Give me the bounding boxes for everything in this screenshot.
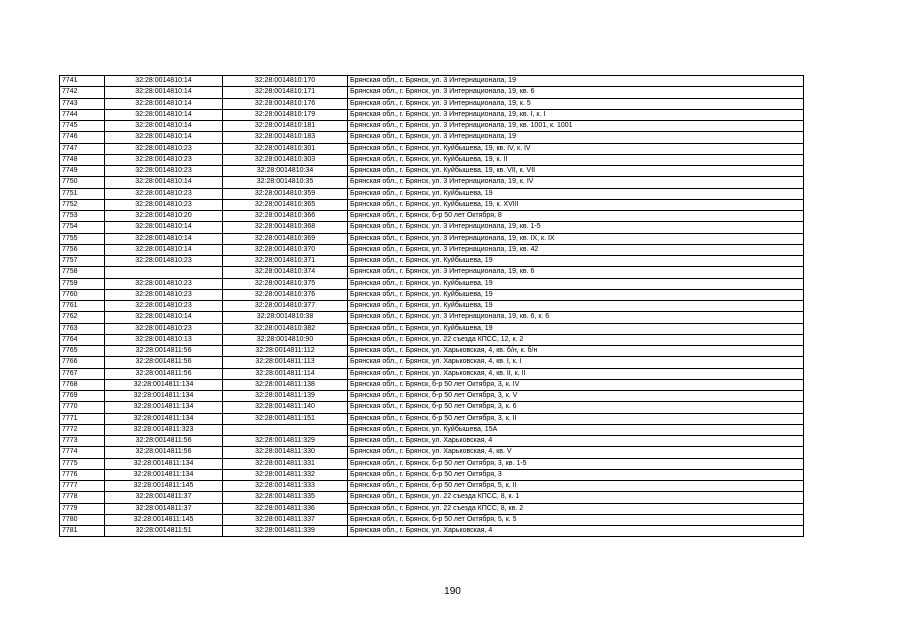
address-cell: Брянская обл., г. Брянск, ул. Куйбышева, 19, кв. VII, к. VII bbox=[348, 166, 804, 177]
table-row bbox=[60, 391, 804, 402]
address-cell: Брянская обл., г. Брянск, ул. Куйбышева, 19 bbox=[348, 278, 804, 289]
address-cell: Брянская обл., г. Брянск, ул. 3 Интернационала, 19, кв. IX, к. IX bbox=[348, 233, 804, 244]
row-number-cell: 7756 bbox=[60, 244, 105, 255]
row-number-cell: 7766 bbox=[60, 357, 105, 368]
parcel-number-cell: 32:28:0014810:23 bbox=[105, 143, 223, 154]
row-number-cell: 7747 bbox=[60, 143, 105, 154]
object-number-cell: 32:28:0014810:370 bbox=[223, 244, 348, 255]
parcel-number-cell: 32:28:0014810:23 bbox=[105, 188, 223, 199]
row-number-cell: 7778 bbox=[60, 492, 105, 503]
table-row bbox=[60, 143, 804, 154]
row-number-cell: 7752 bbox=[60, 199, 105, 210]
address-cell: Брянская обл., г. Брянск, б-р 50 лет Октября, 5, к. II bbox=[348, 481, 804, 492]
parcel-number-cell: 32:28:0014811:51 bbox=[105, 526, 223, 537]
table-row bbox=[60, 469, 804, 480]
row-number-cell: 7777 bbox=[60, 481, 105, 492]
row-number-cell: 7759 bbox=[60, 278, 105, 289]
table-row bbox=[60, 256, 804, 267]
row-number-cell: 7754 bbox=[60, 222, 105, 233]
row-number-cell: 7744 bbox=[60, 109, 105, 120]
parcel-number-cell: 32:28:0014811:134 bbox=[105, 402, 223, 413]
object-number-cell: 32:28:0014811:112 bbox=[223, 346, 348, 357]
address-cell: Брянская обл., г. Брянск, ул. 3 Интернационала, 19, к. IV bbox=[348, 177, 804, 188]
parcel-number-cell: 32:28:0014811:134 bbox=[105, 413, 223, 424]
row-number-cell: 7767 bbox=[60, 368, 105, 379]
parcel-number-cell: 32:28:0014810:23 bbox=[105, 256, 223, 267]
row-number-cell: 7768 bbox=[60, 379, 105, 390]
table-row bbox=[60, 121, 804, 132]
address-cell: Брянская обл., г. Брянск, ул. 3 Интернационала, 19, кв. 1001, к. 1001 bbox=[348, 121, 804, 132]
row-number-cell: 7774 bbox=[60, 447, 105, 458]
parcel-number-cell: 32:28:0014811:134 bbox=[105, 458, 223, 469]
address-cell: Брянская обл., г. Брянск, ул. Харьковская, 4, кв. II, к. II bbox=[348, 368, 804, 379]
parcel-number-cell: 32:28:0014810:23 bbox=[105, 301, 223, 312]
parcel-number-cell: 32:28:0014811:37 bbox=[105, 503, 223, 514]
address-cell: Брянская обл., г. Брянск, ул. 3 Интернационала, 19, кв. 6 bbox=[348, 267, 804, 278]
table-row bbox=[60, 368, 804, 379]
parcel-number-cell: 32:28:0014811:134 bbox=[105, 469, 223, 480]
address-cell: Брянская обл., г. Брянск, ул. Харьковская, 4, кв. б/н, к. б/н bbox=[348, 346, 804, 357]
object-number-cell: 32:28:0014811:330 bbox=[223, 447, 348, 458]
row-number-cell: 7749 bbox=[60, 166, 105, 177]
object-number-cell: 32:28:0014810:374 bbox=[223, 267, 348, 278]
table-row bbox=[60, 267, 804, 278]
parcel-number-cell: 32:28:0014810:14 bbox=[105, 121, 223, 132]
row-number-cell: 7773 bbox=[60, 436, 105, 447]
object-number-cell: 32:28:0014811:114 bbox=[223, 368, 348, 379]
object-number-cell: 32:28:0014810:171 bbox=[223, 87, 348, 98]
parcel-number-cell: 32:28:0014810:14 bbox=[105, 222, 223, 233]
parcel-number-cell: 32:28:0014810:14 bbox=[105, 98, 223, 109]
object-number-cell: 32:28:0014810:371 bbox=[223, 256, 348, 267]
address-cell: Брянская обл., г. Брянск, б-р 50 лет Октября, 3 bbox=[348, 469, 804, 480]
parcel-number-cell: 32:28:0014811:134 bbox=[105, 391, 223, 402]
object-number-cell: 32:28:0014810:369 bbox=[223, 233, 348, 244]
parcel-number-cell: 32:28:0014810:14 bbox=[105, 87, 223, 98]
object-number-cell: 32:28:0014810:90 bbox=[223, 334, 348, 345]
table-row bbox=[60, 132, 804, 143]
table-row bbox=[60, 526, 804, 537]
object-number-cell: 32:28:0014810:382 bbox=[223, 323, 348, 334]
address-cell: Брянская обл., г. Брянск, ул. Харьковская, 4 bbox=[348, 526, 804, 537]
object-number-cell: 32:28:0014810:376 bbox=[223, 289, 348, 300]
registry-table bbox=[59, 75, 804, 537]
address-cell: Брянская обл., г. Брянск, б-р 50 лет Октября, 8 bbox=[348, 211, 804, 222]
parcel-number-cell: 32:28:0014810:14 bbox=[105, 177, 223, 188]
parcel-number-cell: 32:28:0014811:56 bbox=[105, 368, 223, 379]
parcel-number-cell: 32:28:0014810:14 bbox=[105, 76, 223, 87]
parcel-number-cell: 32:28:0014810:14 bbox=[105, 244, 223, 255]
address-cell: Брянская обл., г. Брянск, ул. Куйбышева, 19 bbox=[348, 188, 804, 199]
table-row bbox=[60, 334, 804, 345]
parcel-number-cell: 32:28:0014810:14 bbox=[105, 109, 223, 120]
table-row bbox=[60, 458, 804, 469]
table-row bbox=[60, 166, 804, 177]
object-number-cell: 32:28:0014810:179 bbox=[223, 109, 348, 120]
object-number-cell: 32:28:0014811:329 bbox=[223, 436, 348, 447]
row-number-cell: 7750 bbox=[60, 177, 105, 188]
row-number-cell: 7755 bbox=[60, 233, 105, 244]
address-cell: Брянская обл., г. Брянск, ул. Куйбышева, 19, к. XVIII bbox=[348, 199, 804, 210]
address-cell: Брянская обл., г. Брянск, ул. Куйбышева, 19, к. II bbox=[348, 154, 804, 165]
row-number-cell: 7748 bbox=[60, 154, 105, 165]
object-number-cell bbox=[223, 424, 348, 435]
table-row bbox=[60, 154, 804, 165]
parcel-number-cell: 32:28:0014811:56 bbox=[105, 346, 223, 357]
parcel-number-cell: 32:28:0014810:23 bbox=[105, 154, 223, 165]
object-number-cell: 32:28:0014811:113 bbox=[223, 357, 348, 368]
address-cell: Брянская обл., г. Брянск, б-р 50 лет Октября, 3, к. V bbox=[348, 391, 804, 402]
address-cell: Брянская обл., г. Брянск, б-р 50 лет Октября, 5, к. 5 bbox=[348, 514, 804, 525]
table-row bbox=[60, 188, 804, 199]
address-cell: Брянская обл., г. Брянск, ул. Куйбышева, 19, кв. IV, к. IV bbox=[348, 143, 804, 154]
table-row bbox=[60, 87, 804, 98]
object-number-cell: 32:28:0014810:377 bbox=[223, 301, 348, 312]
object-number-cell: 32:28:0014810:301 bbox=[223, 143, 348, 154]
object-number-cell: 32:28:0014810:365 bbox=[223, 199, 348, 210]
table-row bbox=[60, 424, 804, 435]
table-row bbox=[60, 222, 804, 233]
table-row bbox=[60, 379, 804, 390]
parcel-number-cell: 32:28:0014811:56 bbox=[105, 436, 223, 447]
table-row bbox=[60, 76, 804, 87]
row-number-cell: 7776 bbox=[60, 469, 105, 480]
object-number-cell: 32:28:0014811:339 bbox=[223, 526, 348, 537]
table-row bbox=[60, 109, 804, 120]
address-cell: Брянская обл., г. Брянск, ул. Куйбышева, 19 bbox=[348, 323, 804, 334]
row-number-cell: 7751 bbox=[60, 188, 105, 199]
parcel-number-cell: 32:28:0014811:37 bbox=[105, 492, 223, 503]
object-number-cell: 32:28:0014811:140 bbox=[223, 402, 348, 413]
parcel-number-cell: 32:28:0014810:23 bbox=[105, 323, 223, 334]
row-number-cell: 7765 bbox=[60, 346, 105, 357]
parcel-number-cell: 32:28:0014810:23 bbox=[105, 278, 223, 289]
parcel-number-cell: 32:28:0014810:23 bbox=[105, 166, 223, 177]
row-number-cell: 7775 bbox=[60, 458, 105, 469]
table-row bbox=[60, 413, 804, 424]
parcel-number-cell: 32:28:0014811:56 bbox=[105, 357, 223, 368]
table-row bbox=[60, 436, 804, 447]
parcel-number-cell: 32:28:0014810:14 bbox=[105, 132, 223, 143]
object-number-cell: 32:28:0014811:139 bbox=[223, 391, 348, 402]
row-number-cell: 7758 bbox=[60, 267, 105, 278]
table-row bbox=[60, 346, 804, 357]
row-number-cell: 7762 bbox=[60, 312, 105, 323]
row-number-cell: 7781 bbox=[60, 526, 105, 537]
object-number-cell: 32:28:0014811:331 bbox=[223, 458, 348, 469]
address-cell: Брянская обл., г. Брянск, ул. 3 Интернационала, 19, кв. I, к. I bbox=[348, 109, 804, 120]
row-number-cell: 7779 bbox=[60, 503, 105, 514]
object-number-cell: 32:28:0014810:303 bbox=[223, 154, 348, 165]
address-cell: Брянская обл., г. Брянск, ул. 3 Интернационала, 19, кв. 42 bbox=[348, 244, 804, 255]
object-number-cell: 32:28:0014811:337 bbox=[223, 514, 348, 525]
row-number-cell: 7772 bbox=[60, 424, 105, 435]
table-row bbox=[60, 278, 804, 289]
row-number-cell: 7761 bbox=[60, 301, 105, 312]
object-number-cell: 32:28:0014810:38 bbox=[223, 312, 348, 323]
table-row bbox=[60, 211, 804, 222]
object-number-cell: 32:28:0014810:176 bbox=[223, 98, 348, 109]
table-row bbox=[60, 503, 804, 514]
row-number-cell: 7780 bbox=[60, 514, 105, 525]
table-row bbox=[60, 514, 804, 525]
parcel-number-cell: 32:28:0014810:14 bbox=[105, 312, 223, 323]
object-number-cell: 32:28:0014811:151 bbox=[223, 413, 348, 424]
table-row bbox=[60, 447, 804, 458]
row-number-cell: 7743 bbox=[60, 98, 105, 109]
parcel-number-cell: 32:28:0014811:134 bbox=[105, 379, 223, 390]
table-row bbox=[60, 244, 804, 255]
table-row bbox=[60, 98, 804, 109]
parcel-number-cell: 32:28:0014810:20 bbox=[105, 211, 223, 222]
address-cell: Брянская обл., г. Брянск, ул. 22 съезда КПСС, 12, к. 2 bbox=[348, 334, 804, 345]
row-number-cell: 7753 bbox=[60, 211, 105, 222]
row-number-cell: 7771 bbox=[60, 413, 105, 424]
address-cell: Брянская обл., г. Брянск, ул. 22 съезда КПСС, 8, к. 1 bbox=[348, 492, 804, 503]
table-row bbox=[60, 402, 804, 413]
address-cell: Брянская обл., г. Брянск, ул. Куйбышева, 19 bbox=[348, 301, 804, 312]
row-number-cell: 7745 bbox=[60, 121, 105, 132]
table-row bbox=[60, 199, 804, 210]
address-cell: Брянская обл., г. Брянск, ул. 22 съезда КПСС, 8, кв. 2 bbox=[348, 503, 804, 514]
address-cell: Брянская обл., г. Брянск, ул. Куйбышева, 19 bbox=[348, 256, 804, 267]
address-cell: Брянская обл., г. Брянск, б-р 50 лет Октября, 3, к. IV bbox=[348, 379, 804, 390]
table-row bbox=[60, 289, 804, 300]
row-number-cell: 7760 bbox=[60, 289, 105, 300]
parcel-number-cell: 32:28:0014810:13 bbox=[105, 334, 223, 345]
address-cell: Брянская обл., г. Брянск, ул. 3 Интернационала, 19 bbox=[348, 76, 804, 87]
address-cell: Брянская обл., г. Брянск, ул. 3 Интернационала, 19, кв. 6 bbox=[348, 87, 804, 98]
page-number: 190 bbox=[444, 586, 461, 597]
address-cell: Брянская обл., г. Брянск, ул. 3 Интернационала, 19, кв. 1-5 bbox=[348, 222, 804, 233]
address-cell: Брянская обл., г. Брянск, ул. Куйбышева, 15А bbox=[348, 424, 804, 435]
address-cell: Брянская обл., г. Брянск, б-р 50 лет Октября, 3, к. II bbox=[348, 413, 804, 424]
address-cell: Брянская обл., г. Брянск, ул. Харьковская, 4, кв. I, к. I bbox=[348, 357, 804, 368]
parcel-number-cell: 32:28:0014811:56 bbox=[105, 447, 223, 458]
object-number-cell: 32:28:0014810:181 bbox=[223, 121, 348, 132]
row-number-cell: 7757 bbox=[60, 256, 105, 267]
address-cell: Брянская обл., г. Брянск, ул. Куйбышева, 19 bbox=[348, 289, 804, 300]
object-number-cell: 32:28:0014810:366 bbox=[223, 211, 348, 222]
table-row bbox=[60, 481, 804, 492]
object-number-cell: 32:28:0014811:333 bbox=[223, 481, 348, 492]
address-cell: Брянская обл., г. Брянск, б-р 50 лет Октября, 3, кв. 1-5 bbox=[348, 458, 804, 469]
address-cell: Брянская обл., г. Брянск, ул. Харьковская, 4, кв. V bbox=[348, 447, 804, 458]
row-number-cell: 7742 bbox=[60, 87, 105, 98]
object-number-cell: 32:28:0014810:183 bbox=[223, 132, 348, 143]
table-row bbox=[60, 323, 804, 334]
object-number-cell: 32:28:0014811:335 bbox=[223, 492, 348, 503]
registry-table-body bbox=[60, 76, 804, 537]
address-cell: Брянская обл., г. Брянск, ул. 3 Интернационала, 19, к. 5 bbox=[348, 98, 804, 109]
table-row bbox=[60, 177, 804, 188]
object-number-cell: 32:28:0014810:359 bbox=[223, 188, 348, 199]
row-number-cell: 7741 bbox=[60, 76, 105, 87]
table-row bbox=[60, 312, 804, 323]
row-number-cell: 7770 bbox=[60, 402, 105, 413]
table-row bbox=[60, 301, 804, 312]
address-cell: Брянская обл., г. Брянск, б-р 50 лет Октября, 3, к. 6 bbox=[348, 402, 804, 413]
object-number-cell: 32:28:0014810:368 bbox=[223, 222, 348, 233]
table-row bbox=[60, 357, 804, 368]
object-number-cell: 32:28:0014810:35 bbox=[223, 177, 348, 188]
object-number-cell: 32:28:0014811:332 bbox=[223, 469, 348, 480]
object-number-cell: 32:28:0014811:336 bbox=[223, 503, 348, 514]
row-number-cell: 7764 bbox=[60, 334, 105, 345]
object-number-cell: 32:28:0014810:34 bbox=[223, 166, 348, 177]
row-number-cell: 7769 bbox=[60, 391, 105, 402]
table-row bbox=[60, 233, 804, 244]
object-number-cell: 32:28:0014810:170 bbox=[223, 76, 348, 87]
parcel-number-cell: 32:28:0014810:23 bbox=[105, 199, 223, 210]
table-row bbox=[60, 492, 804, 503]
parcel-number-cell: 32:28:0014810:23 bbox=[105, 289, 223, 300]
object-number-cell: 32:28:0014811:138 bbox=[223, 379, 348, 390]
object-number-cell: 32:28:0014810:375 bbox=[223, 278, 348, 289]
address-cell: Брянская обл., г. Брянск, ул. Харьковская, 4 bbox=[348, 436, 804, 447]
address-cell: Брянская обл., г. Брянск, ул. 3 Интернационала, 19, кв. 6, к. 6 bbox=[348, 312, 804, 323]
parcel-number-cell: 32:28:0014811:145 bbox=[105, 481, 223, 492]
row-number-cell: 7746 bbox=[60, 132, 105, 143]
parcel-number-cell: 32:28:0014810:14 bbox=[105, 233, 223, 244]
row-number-cell: 7763 bbox=[60, 323, 105, 334]
parcel-number-cell: 32:28:0014811:323 bbox=[105, 424, 223, 435]
parcel-number-cell bbox=[105, 267, 223, 278]
address-cell: Брянская обл., г. Брянск, ул. 3 Интернационала, 19 bbox=[348, 132, 804, 143]
parcel-number-cell: 32:28:0014811:145 bbox=[105, 514, 223, 525]
